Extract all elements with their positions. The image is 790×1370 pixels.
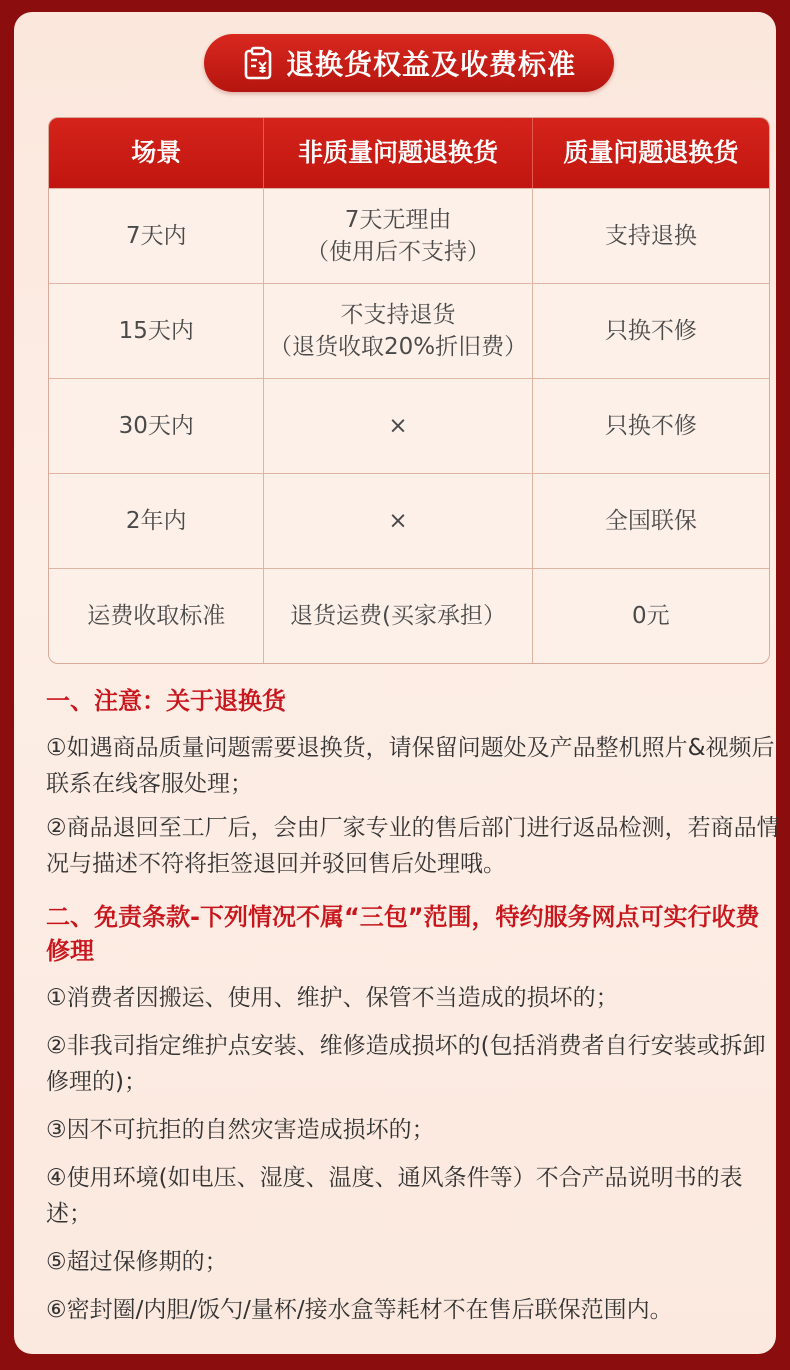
scene-cell: 2年内 xyxy=(49,474,264,568)
scene-cell: 15天内 xyxy=(49,284,264,378)
table-row xyxy=(49,283,769,378)
disclaimer-item: ①消费者因搬运、使用、维护、保管不当造成的损坏的； xyxy=(46,985,619,1011)
content-card xyxy=(14,12,780,1354)
scene-cell: 运费收取标准 xyxy=(49,569,264,663)
quality-cell: 0元 xyxy=(632,603,670,629)
notice-item: ①如遇商品质量问题需要退换货，请保留问题处及产品整机照片&视频后联系在线客服处理； xyxy=(46,735,775,797)
not-supported-mark: × xyxy=(388,413,408,439)
column-header-quality: 质量问题退换货 xyxy=(563,138,739,167)
non-quality-cell xyxy=(264,379,532,473)
title-banner xyxy=(204,34,614,92)
non-quality-note: （使用后不支持） xyxy=(306,239,491,265)
table-row xyxy=(49,378,769,473)
quality-cell: 只换不修 xyxy=(604,413,697,439)
document-yuan-icon xyxy=(242,45,274,81)
scene-cell: 7天内 xyxy=(49,189,264,283)
scene-cell: 30天内 xyxy=(49,379,264,473)
non-quality-cell xyxy=(264,189,532,283)
quality-cell: 全国联保 xyxy=(604,508,697,534)
non-quality-line: 不支持退货 xyxy=(340,302,456,328)
column-header-scene: 场景 xyxy=(49,118,264,188)
quality-cell: 只换不修 xyxy=(604,318,697,344)
disclaimer-item: ③因不可抗拒的自然灾害造成损坏的； xyxy=(46,1117,435,1143)
table-row xyxy=(49,568,769,663)
disclaimer-item: ④使用环境(如电压、湿度、温度、通风条件等）不合产品说明书的表述； xyxy=(46,1165,743,1227)
policy-table xyxy=(48,117,770,664)
table-row xyxy=(49,473,769,568)
notice-item: ②商品退回至工厂后，会由厂家专业的售后部门进行返品检测，若商品情况与描述不符将拒签退回并驳回售后处理哦。 xyxy=(46,815,780,877)
shipping-fee-text: 退货运费(买家承担） xyxy=(290,603,507,629)
table-row xyxy=(49,188,769,283)
table-header-row xyxy=(49,118,769,188)
non-quality-cell xyxy=(264,474,532,568)
non-quality-note: （退货收取20%折旧费） xyxy=(268,334,528,360)
quality-cell: 支持退换 xyxy=(604,223,697,249)
non-quality-cell xyxy=(264,569,532,663)
column-header-non-quality: 非质量问题退换货 xyxy=(264,118,532,188)
section-heading-return-notice: 一、注意：关于退换货 xyxy=(46,687,286,715)
non-quality-line: 7天无理由 xyxy=(344,207,452,233)
disclaimer-item: ⑥密封圈/内胆/饭勺/量杯/接水盒等耗材不在售后联保范围内。 xyxy=(46,1297,673,1323)
non-quality-cell xyxy=(264,284,532,378)
section-heading-disclaimer: 二、免责条款-下列情况不属“三包”范围，特约服务网点可实行收费修理 xyxy=(46,903,760,965)
disclaimer-item: ⑤超过保修期的； xyxy=(46,1249,228,1275)
page-title: 退换货权益及收费标准 xyxy=(285,48,576,81)
notes-section xyxy=(46,684,781,1328)
not-supported-mark: × xyxy=(388,508,408,534)
disclaimer-item: ②非我司指定维护点安装、维修造成损坏的(包括消费者自行安装或拆卸修理的)； xyxy=(46,1033,766,1095)
